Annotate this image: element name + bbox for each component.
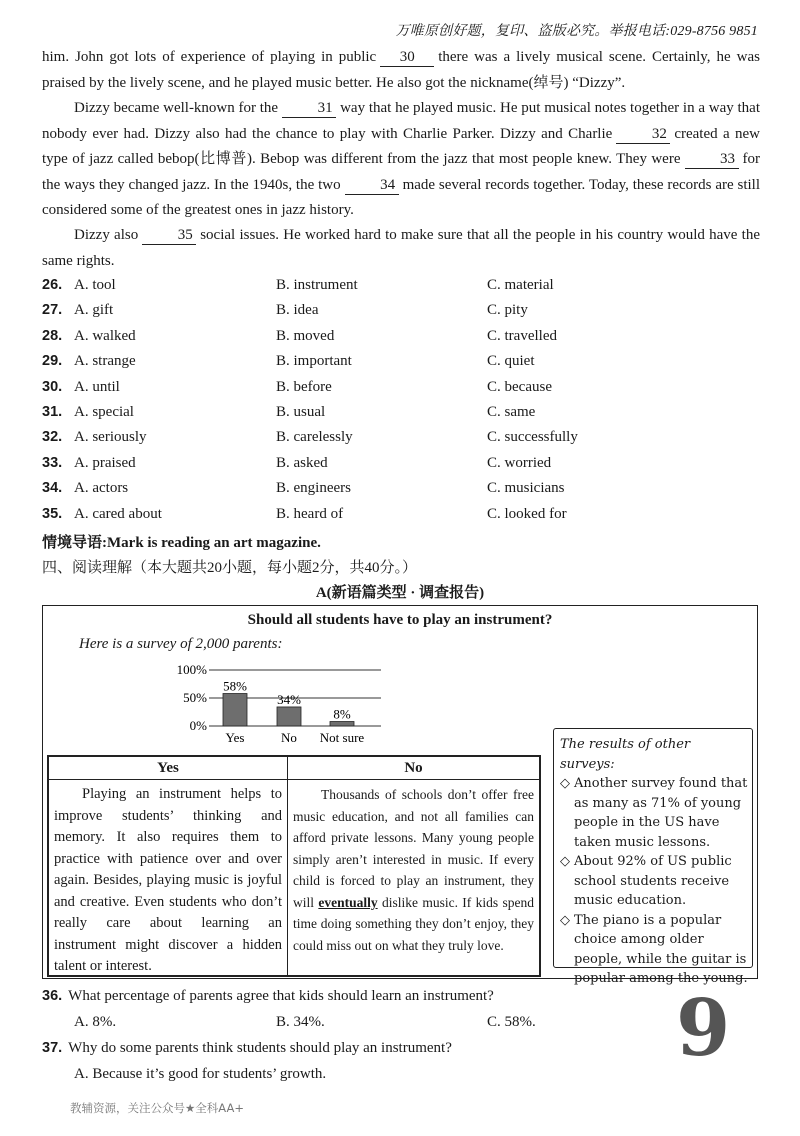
option-a[interactable]: A. strange <box>74 353 136 370</box>
option-a[interactable]: A. Because it’s good for students’ growth. <box>74 1066 327 1082</box>
option-a[interactable]: A. 8%. <box>74 1014 117 1030</box>
passage-paragraph-2: Dizzy became well-known for the 31 way that he played music. He put musical notes together in a way that nobody ever had. Dizzy also had the chance to play with Charlie Parker. Dizzy and Charlie 32 created a new type of jazz called bebop(比博普). Bebop was different from the jazz that most people knew. They were 33 for the ways they changed jazz. In the 1940s, the two 34 made several records together. Today, these records are still considered some of the greatest ones in jazz history. <box>42 100 760 218</box>
option-row <box>42 302 760 327</box>
option-c[interactable]: C. travelled <box>487 327 557 344</box>
category-label: Yes <box>225 730 245 745</box>
yes-column <box>49 757 288 975</box>
bar <box>223 694 247 726</box>
option-c[interactable]: C. successfully <box>487 429 578 446</box>
option-a[interactable]: A. cared about <box>74 505 162 522</box>
option-a[interactable]: A. walked <box>74 327 136 344</box>
bar <box>330 722 354 726</box>
option-c[interactable]: C. musicians <box>487 480 565 497</box>
option-a[interactable]: A. seriously <box>74 429 147 446</box>
y-tick-label: 0% <box>189 718 207 733</box>
question-number: 32. <box>42 429 63 446</box>
option-b[interactable]: B. carelessly <box>276 429 353 446</box>
survey-title: Should all students have to play an instrument? <box>247 612 553 628</box>
option-b[interactable]: B. important <box>276 353 352 370</box>
other-survey-item: ◇ The piano is a popular choice among older people, while the guitar is popular among the young. <box>560 912 748 986</box>
passage-paragraph-1: him. John got lots of experience of playing in public 30 there was a lively musical scene. Certainly, he was praised by the lively scene, and he played music better. He also got the nickname(绰号) “Dizzy”. <box>42 49 761 91</box>
option-row <box>42 328 760 353</box>
bar <box>277 707 301 726</box>
option-b[interactable]: B. before <box>276 378 332 395</box>
data-label: 34% <box>277 691 301 707</box>
option-row <box>42 506 760 531</box>
option-c[interactable]: C. 58%. <box>487 1014 536 1030</box>
yes-header: Yes <box>49 757 287 780</box>
blank-30: 30 <box>380 49 434 67</box>
blank-31: 31 <box>282 100 336 118</box>
blank-32: 32 <box>616 126 670 144</box>
option-c[interactable]: C. material <box>487 277 554 293</box>
option-a[interactable]: A. actors <box>74 480 129 497</box>
question-number: 33. <box>42 454 63 471</box>
footer-watermark: 教辅资源，关注公众号★全科AA+ <box>70 1101 244 1115</box>
option-row <box>42 404 760 429</box>
diamond-icon: ◇ <box>560 776 570 791</box>
option-b[interactable]: B. 34%. <box>276 1014 325 1030</box>
other-surveys-box <box>553 728 753 986</box>
option-row <box>42 429 760 454</box>
question-number: 26. <box>42 277 63 293</box>
option-b[interactable]: B. instrument <box>276 277 358 293</box>
question-number: 30. <box>42 378 63 395</box>
category-label: No <box>281 730 297 745</box>
data-label: 8% <box>333 706 351 722</box>
option-c[interactable]: C. same <box>487 404 536 420</box>
other-surveys-title: The results of other surveys: <box>560 737 691 772</box>
blank-34: 34 <box>345 177 399 195</box>
blank-33: 33 <box>685 151 739 169</box>
yes-no-table <box>47 755 541 977</box>
data-label: 58% <box>223 678 247 694</box>
option-c[interactable]: C. because <box>487 378 552 395</box>
option-a[interactable]: A. until <box>74 378 120 395</box>
question-37-options <box>42 1066 760 1091</box>
question-number: 28. <box>42 327 63 344</box>
y-tick-label: 50% <box>183 690 207 705</box>
no-column <box>288 757 539 975</box>
blank-35: 35 <box>142 227 196 245</box>
passage-paragraph-3: Dizzy also 35 social issues. He worked hard to make sure that all the people in his country would have the same rights. <box>42 227 760 269</box>
question-number: 31. <box>42 404 63 420</box>
option-b[interactable]: B. asked <box>276 454 328 471</box>
section-title: 四、阅读理解（本大题共20小题，每小题2分，共40分。） <box>42 560 418 576</box>
y-tick-label: 100% <box>176 662 207 677</box>
option-b[interactable]: B. engineers <box>276 480 351 497</box>
option-c[interactable]: C. pity <box>487 302 528 319</box>
category-label: Not sure <box>319 730 365 745</box>
page-number: 9 <box>676 983 731 1074</box>
option-c[interactable]: C. looked for <box>487 505 567 522</box>
no-header: No <box>288 757 539 780</box>
option-a[interactable]: A. gift <box>74 302 114 319</box>
diamond-icon: ◇ <box>560 912 570 928</box>
diamond-icon: ◇ <box>560 854 570 869</box>
option-a[interactable]: A. special <box>74 404 134 420</box>
option-a[interactable]: A. praised <box>74 454 136 471</box>
option-c[interactable]: C. quiet <box>487 353 535 370</box>
question-36-options <box>42 1014 760 1039</box>
option-b[interactable]: B. moved <box>276 327 335 344</box>
no-text: Thousands of schools don’t offer free music education, and not all families can afford private lessons. Many young people simply aren’t interested in music. If every child is forced to play an instrument, they will eventually dislike music. If kids spend time doing something they don’t enjoy, they could miss out on what they truly love. <box>293 787 535 953</box>
scenario-intro: 情境导语:Mark is reading an art magazine. <box>42 535 321 551</box>
option-row <box>42 353 760 378</box>
question-number: 29. <box>42 353 63 370</box>
passage-a-title: A(新语篇类型 · 调查报告) <box>315 585 485 601</box>
option-c[interactable]: C. worried <box>487 454 552 471</box>
question-number: 27. <box>42 302 63 319</box>
question-37: 37. Why do some parents think students should play an instrument? <box>42 1040 452 1056</box>
option-row <box>42 455 760 480</box>
option-row <box>42 277 760 302</box>
survey-intro: Here is a survey of 2,000 parents: <box>79 636 283 652</box>
option-b[interactable]: B. usual <box>276 404 326 420</box>
page-header: 万唯原创好题，复印、盗版必究。举报电话:029-8756 9851 <box>395 24 758 39</box>
option-b[interactable]: B. idea <box>276 302 319 319</box>
yes-text: Playing an instrument helps to improve students’ thinking and memory. It also requires them to practice with patience over and over again. Besides, playing music is joyful and creative. Even students who don’t really care about learning an instrument might discover a hidden talent or interest. <box>54 786 282 974</box>
question-number: 35. <box>42 505 63 522</box>
option-a[interactable]: A. tool <box>74 277 116 293</box>
emphasized-word: eventually <box>318 894 378 910</box>
survey-frame <box>42 605 758 986</box>
other-survey-item: ◇ Another survey found that as many as 71% of young people in the US have taken music lessons. <box>560 776 748 850</box>
survey-bar-chart <box>153 660 393 754</box>
question-number: 34. <box>42 480 63 497</box>
other-survey-item: ◇ About 92% of US public school students receive music education. <box>560 854 732 908</box>
option-row <box>42 379 760 404</box>
question-36: 36. What percentage of parents agree that kids should learn an instrument? <box>42 988 494 1004</box>
option-row <box>42 480 760 505</box>
option-b[interactable]: B. heard of <box>276 505 344 522</box>
